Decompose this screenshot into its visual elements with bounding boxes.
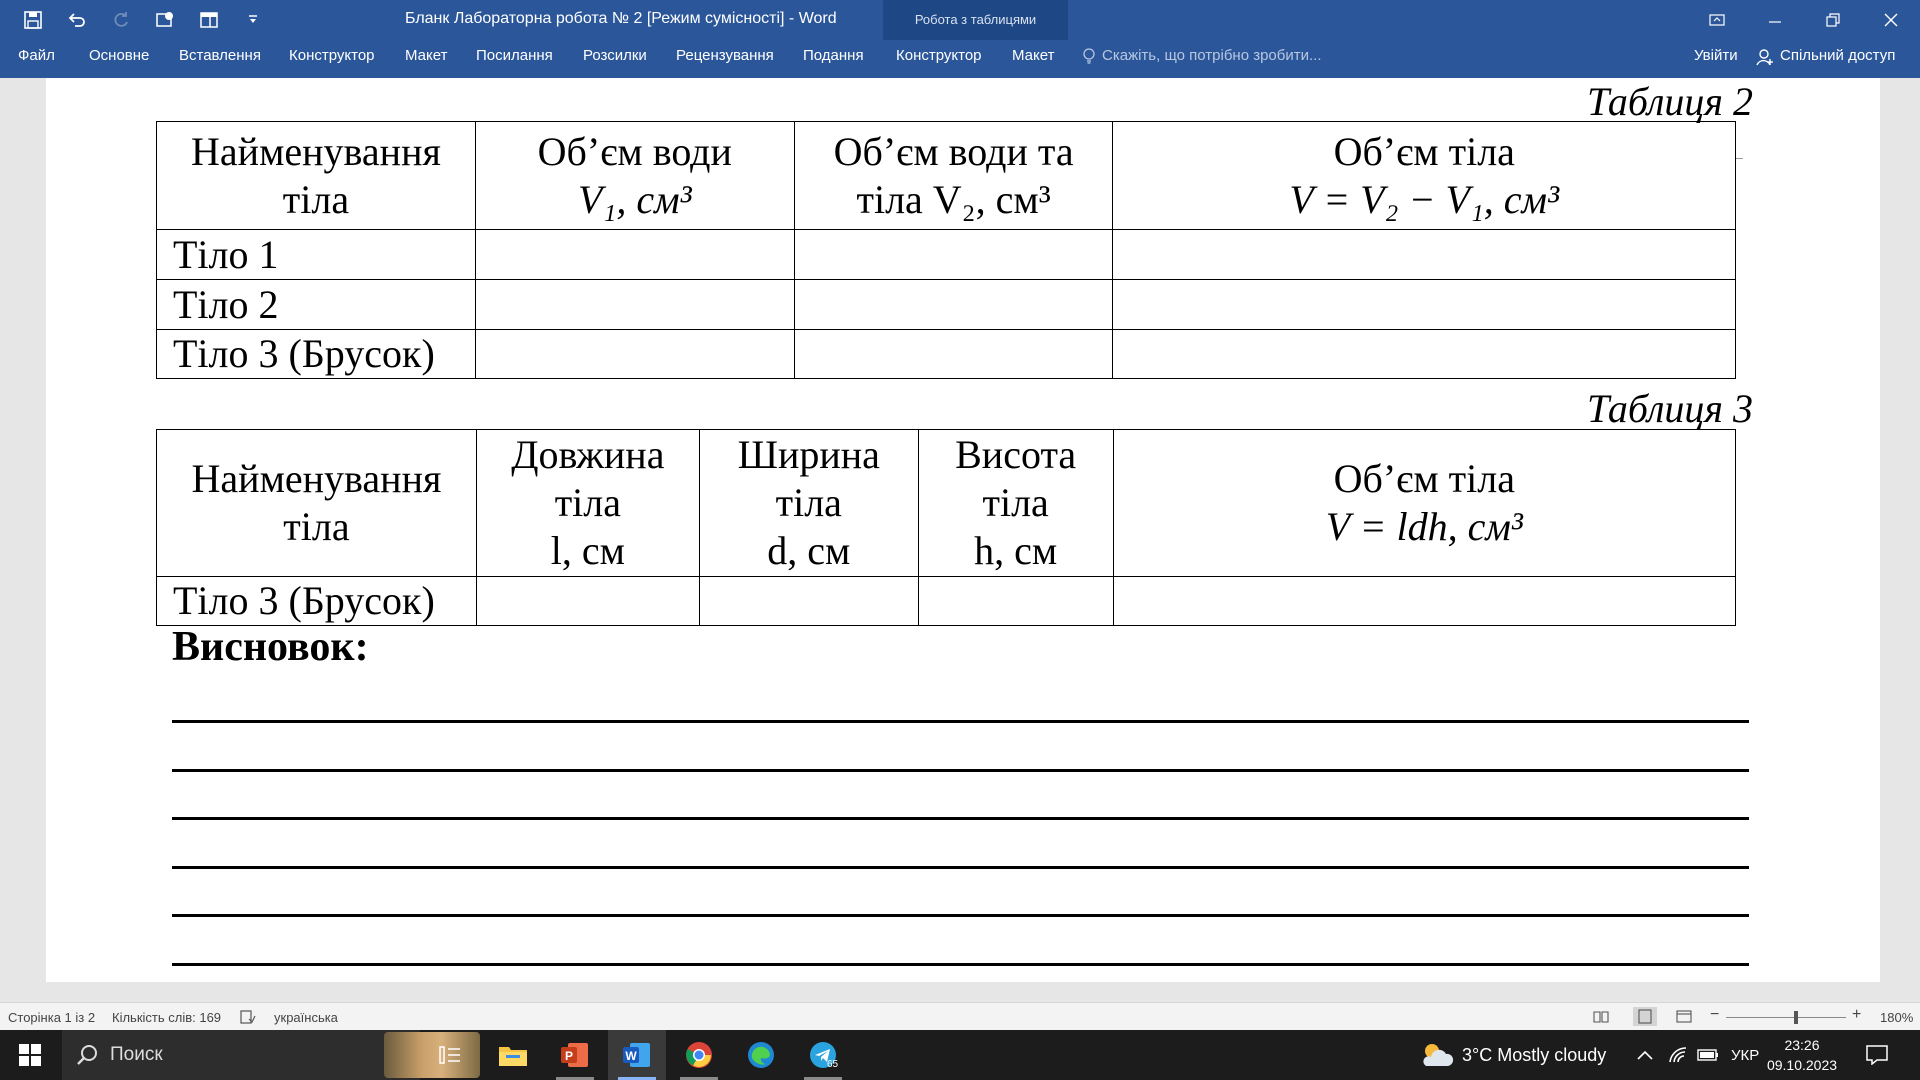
tab-review[interactable]: Рецензування [676, 47, 774, 64]
header-formula: l, см [550, 528, 625, 573]
empty-cell[interactable] [1113, 280, 1736, 330]
row-label-cell[interactable]: Тіло 1 [157, 230, 476, 280]
customize-qat-button[interactable] [234, 6, 272, 34]
table-header-cell[interactable] [475, 122, 794, 230]
table-header-cell[interactable] [157, 430, 477, 577]
folder-icon [498, 1043, 528, 1067]
tab-view[interactable]: Подання [803, 47, 864, 64]
table-header-cell[interactable] [794, 122, 1113, 230]
notification-icon [1866, 1045, 1888, 1065]
taskbar-search[interactable] [62, 1030, 420, 1080]
sync-icon [155, 10, 175, 30]
empty-cell[interactable] [1113, 577, 1735, 626]
tab-table-design[interactable]: Конструктор [896, 47, 982, 64]
tab-home[interactable]: Основне [89, 47, 150, 64]
input-language[interactable]: УКР [1731, 1046, 1760, 1064]
answer-line [172, 866, 1749, 869]
redo-button[interactable] [102, 6, 140, 34]
word-icon [622, 1041, 652, 1069]
header-line: Ширина [737, 432, 880, 477]
tab-insert[interactable]: Вставлення [179, 47, 261, 64]
header-formula: V₁, см³ [578, 176, 692, 222]
empty-cell[interactable] [475, 230, 794, 280]
answer-line [172, 963, 1749, 966]
answer-line [172, 769, 1749, 772]
proofing-icon[interactable] [240, 1010, 256, 1024]
document-title: Бланк Лабораторна робота № 2 [Режим сумісності] - Word [405, 10, 837, 27]
share-person-icon [1756, 48, 1774, 66]
sync-button[interactable] [146, 6, 184, 34]
weather-text: 3°C Mostly cloudy [1462, 1044, 1607, 1065]
answer-line [172, 817, 1749, 820]
header-line: Об’єм тіла [1333, 128, 1515, 174]
header-formula: тіла V₂, см³ [856, 176, 1051, 222]
header-line: тіла [283, 504, 350, 549]
header-line: тіла [775, 480, 842, 525]
edge-icon [746, 1040, 776, 1070]
search-placeholder: Поиск [110, 1044, 163, 1065]
battery-icon [1697, 1049, 1719, 1061]
empty-cell[interactable] [476, 577, 699, 626]
file-explorer-app[interactable] [484, 1030, 542, 1080]
tab-design[interactable]: Конструктор [289, 47, 375, 64]
redo-icon [111, 10, 131, 30]
empty-cell[interactable] [794, 230, 1113, 280]
table-header-row [157, 122, 1736, 230]
web-layout-icon[interactable] [1676, 1010, 1692, 1023]
tab-mailings[interactable]: Розсилки [583, 47, 647, 64]
undo-button[interactable] [58, 6, 96, 34]
empty-cell[interactable] [918, 577, 1113, 626]
window-controls [1688, 0, 1920, 40]
layout-button[interactable] [190, 6, 228, 34]
row-label-cell[interactable]: Тіло 3 (Брусок) [157, 330, 476, 379]
close-button[interactable] [1862, 0, 1920, 40]
conclusion-heading: Висновок: [172, 624, 369, 670]
header-line: тіла [554, 480, 622, 525]
status-bar [0, 1002, 1920, 1030]
document-area[interactable] [0, 78, 1920, 1002]
header-formula: V = ldh, см³ [1325, 504, 1523, 549]
search-icon [76, 1044, 98, 1066]
task-view-button[interactable] [421, 1030, 479, 1080]
restore-icon [1825, 12, 1841, 28]
powerpoint-icon [560, 1041, 590, 1069]
header-line: Висота [955, 432, 1077, 477]
empty-cell[interactable] [699, 577, 918, 626]
table-tools-label: Робота з таблицями [914, 12, 1037, 27]
table-header-cell[interactable] [1113, 430, 1735, 577]
show-hidden-icons-button[interactable] [1637, 1030, 1653, 1080]
table-row [157, 280, 1736, 330]
zoom-level[interactable]: 180% [1880, 1010, 1914, 1025]
clock-time: 23:26 [1784, 1037, 1820, 1053]
row-label-cell[interactable]: Тіло 3 (Брусок) [157, 577, 477, 626]
chrome-icon [684, 1040, 714, 1070]
save-button[interactable] [14, 6, 52, 34]
header-formula: h, см [974, 528, 1058, 573]
table-header-cell[interactable] [157, 122, 476, 230]
restore-button[interactable] [1804, 0, 1862, 40]
chrome-app[interactable] [670, 1030, 728, 1080]
ribbon-display-icon [1709, 12, 1725, 28]
table-header-cell[interactable] [476, 430, 699, 577]
read-mode-icon[interactable] [1593, 1010, 1609, 1023]
start-button[interactable] [0, 1030, 60, 1080]
table3-caption: Таблиця 3 [1587, 386, 1753, 431]
table-header-row [157, 430, 1736, 577]
share-button[interactable] [1756, 40, 1895, 72]
sign-in-link[interactable]: Увійти [1694, 47, 1738, 64]
network-status[interactable] [1668, 1030, 1688, 1080]
table-row [157, 230, 1736, 280]
clock[interactable] [1762, 1035, 1842, 1075]
table-header-cell[interactable] [918, 430, 1113, 577]
zoom-slider-thumb[interactable] [1794, 1011, 1798, 1024]
text-boundary-mark [1735, 151, 1743, 159]
tab-table-layout[interactable]: Макет [1012, 47, 1055, 64]
cloudy-weather-icon [1418, 1040, 1454, 1070]
powerpoint-app[interactable] [546, 1030, 604, 1080]
empty-cell[interactable] [475, 280, 794, 330]
windows-logo-icon [19, 1044, 41, 1066]
notification-badge: 65 [827, 1059, 839, 1070]
zoom-slider-track[interactable] [1726, 1017, 1846, 1018]
share-label: Спільний доступ [1780, 47, 1896, 64]
undo-icon [67, 10, 87, 30]
zoom-out-button[interactable]: − [1710, 1006, 1720, 1023]
lightbulb-icon [1082, 48, 1096, 64]
empty-cell[interactable] [1113, 230, 1736, 280]
header-line: Довжина [511, 432, 665, 477]
chevron-up-icon [1637, 1050, 1653, 1060]
header-line: Об’єм води [537, 128, 732, 174]
table2-caption: Таблиця 2 [1587, 79, 1753, 124]
header-line: Об’єм тіла [1333, 456, 1515, 501]
answer-line [172, 720, 1749, 723]
header-line: Об’єм води та [833, 128, 1074, 174]
table-3[interactable] [156, 429, 1736, 626]
quick-access-toolbar [14, 6, 272, 34]
header-line: тіла [282, 176, 350, 222]
tab-layout[interactable]: Макет [405, 47, 448, 64]
page-count[interactable]: Сторінка 1 із 2 [8, 1010, 96, 1025]
header-line: тіла [982, 480, 1049, 525]
empty-cell[interactable] [475, 330, 794, 379]
battery-status[interactable] [1697, 1030, 1719, 1080]
answer-line [172, 914, 1749, 917]
empty-cell[interactable] [794, 280, 1113, 330]
close-icon [1883, 12, 1899, 28]
svg-text:P: P [564, 1049, 574, 1063]
task-view-icon [439, 1045, 461, 1065]
table-header-cell[interactable] [1113, 122, 1736, 230]
minimize-button[interactable] [1746, 0, 1804, 40]
notifications-button[interactable] [1866, 1030, 1888, 1080]
empty-cell[interactable] [1113, 330, 1736, 379]
minimize-icon [1767, 12, 1783, 28]
window-layout-icon [199, 10, 219, 30]
row-label-cell[interactable]: Тіло 2 [157, 280, 476, 330]
tab-references[interactable]: Посилання [476, 47, 553, 64]
edge-app[interactable] [732, 1030, 790, 1080]
chevron-down-icon [243, 10, 263, 30]
table-row [157, 577, 1736, 626]
header-line: Найменування [191, 128, 441, 174]
taskbar [0, 1030, 1920, 1080]
ribbon-display-button[interactable] [1688, 0, 1746, 40]
word-app[interactable] [608, 1030, 666, 1080]
tell-me-search[interactable] [1082, 40, 1322, 78]
word-count[interactable]: Кількість слів: 169 [112, 1010, 222, 1025]
weather-widget[interactable] [1418, 1030, 1606, 1080]
save-icon [23, 10, 43, 30]
zoom-in-button[interactable]: + [1852, 1006, 1862, 1023]
table-2[interactable] [156, 121, 1736, 379]
clock-date: 09.10.2023 [1766, 1057, 1838, 1073]
language-status[interactable]: українська [274, 1010, 338, 1025]
title-bar [0, 0, 1920, 40]
telegram-app[interactable] [794, 1030, 852, 1080]
header-formula: V = V₂ − V₁, см³ [1289, 176, 1560, 222]
tell-me-placeholder: Скажіть, що потрібно зробити... [1102, 47, 1322, 64]
wifi-icon [1668, 1046, 1688, 1064]
tab-file[interactable]: Файл [18, 47, 55, 64]
header-line: Найменування [191, 456, 442, 501]
empty-cell[interactable] [794, 330, 1113, 379]
ribbon-tabs [0, 40, 1920, 78]
print-layout-icon[interactable] [1633, 1007, 1657, 1026]
svg-text:W: W [625, 1049, 637, 1063]
table-header-cell[interactable] [699, 430, 918, 577]
table-row [157, 330, 1736, 379]
header-formula: d, см [767, 528, 851, 573]
